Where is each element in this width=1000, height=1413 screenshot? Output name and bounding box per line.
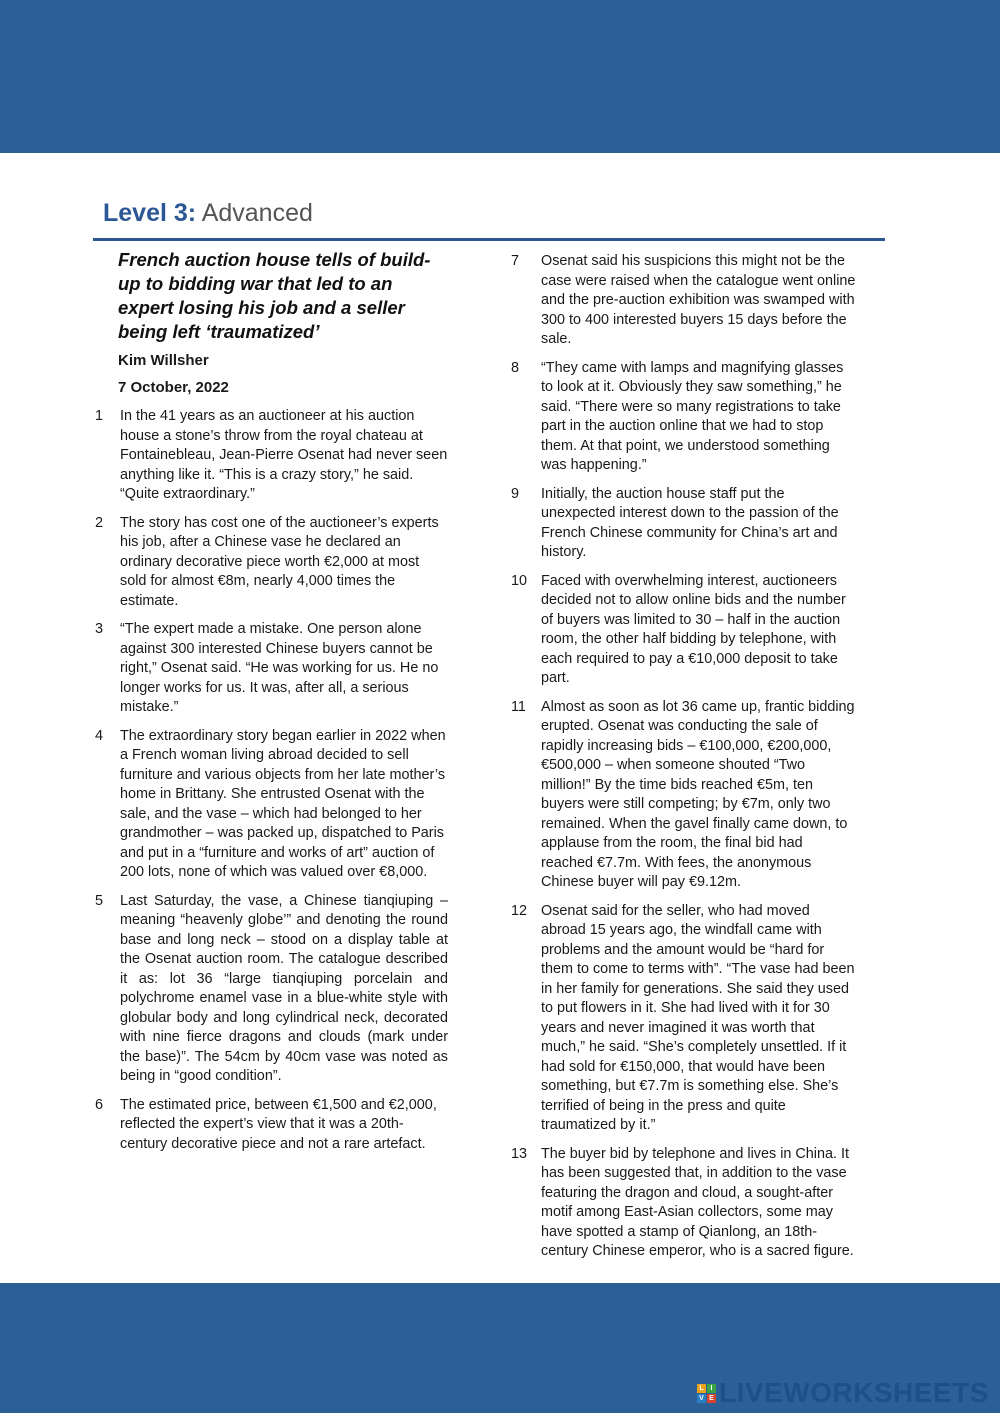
paragraph-1 [93,407,448,505]
left-column [93,248,448,1154]
paragraph-text: Faced with overwhelming interest, auctioneers decided not to allow online bids and the number of buyers was limited to 30 – half in the auction room, the other half bidding by telephone, with each required to pay a €10,000 deposit to take part. [541,572,846,686]
paragraph-text: Last Saturday, the vase, a Chinese tianqiuping – meaning “heavenly globe’” and denoting the round base and long neck – stood on a display table at the Osenat auction room. The catalogue described it as: lot 36 “large tianqiuping porcelain and polychrome enamel vase in a blue-white style with globular body and long cylindrical neck, decorated with nine fierce dragons and clouds (mark under the base)”. The 54cm by 40cm vase was noted as being in “good condition”. [120,892,448,1084]
paragraph-3 [93,620,448,718]
paragraph-13 [505,1145,857,1262]
heading-divider [93,238,885,241]
paragraph-5 [93,892,448,1087]
logo-text: LIVEWORKSHEETS [719,1377,989,1408]
paragraph-text: The extraordinary story began earlier in 2022 when a French woman living abroad decided to sell furniture and various objects from her late mother’s home in Brittany. She entrusted Osenat with the sale, and the vase – which had belonged to her grandmother – was packed up, dispatched to Paris and put in a “furniture and works of art” auction of 200 lots, none of which was valued over €8,000. [120,727,446,880]
paragraph-number: 2 [95,514,104,531]
paragraph-text: The estimated price, between €1,500 and €2,000, reflected the expert’s view that it was a 20th-century decorative piece and not a rare artefact. [120,1096,437,1152]
liveworksheets-logo [697,1378,989,1408]
paragraph-2 [93,514,448,612]
paragraph-number: 13 [511,1145,528,1162]
logo-mark-icon [697,1384,716,1403]
paragraph-text: The story has cost one of the auctioneer’s experts his job, after a Chinese vase he declared an ordinary decorative piece worth €2,000 at most sold for almost €8m, nearly 4,000 times the estimate. [120,514,439,609]
paragraph-text: “They came with lamps and magnifying glasses to look at it. Obviously they saw something,” he said. “There were so many registrations to take part in the auction online that we had to stop them. At that point, we understood something was happening.” [541,359,844,473]
logo-letter: E [707,1394,716,1403]
paragraph-11 [505,698,857,893]
paragraph-number: 3 [95,621,104,637]
level-name: Advanced [201,199,313,227]
paragraph-number: 10 [511,572,528,589]
paragraph-text: Osenat said his suspicions this might not be the case were raised when the catalogue went online and the pre-auction exhibition was swamped with 300 to 400 interested buyers 15 days before the sale. [541,253,856,347]
paragraph-4 [93,727,448,883]
level-heading [103,198,313,228]
article-author: Kim Willsher [118,352,209,369]
paragraph-7 [505,252,857,350]
paragraph-8 [505,359,857,476]
header-band [0,0,1000,153]
paragraph-text: Initially, the auction house staff put the unexpected interest down to the passion of the French Chinese community for China’s art and history. [541,485,839,560]
paragraph-text: In the 41 years as an auctioneer at his auction house a stone’s throw from the royal chateau at Fontainebleau, Jean-Pierre Osenat had never seen anything like it. “This is a crazy story,” he said. “Quite extraordinary.” [120,408,448,502]
logo-letter: V [697,1394,706,1403]
paragraph-9 [505,485,857,563]
right-column [505,252,857,1262]
paragraph-number: 6 [95,1096,104,1113]
paragraph-text: Osenat said for the seller, who had moved abroad 15 years ago, the windfall came with problems and the amount would be “hard for them to come to terms with”. “The vase had been in her family for generations. She said they used to put flowers in it. She had lived with it for 30 years and never imagined it was worth that much,” he said. “She’s completely unsettled. If it had sold for €150,000, that would have been something, but €7.7m is something else. She’s terrified of being in the press and quite traumatized by it.” [541,902,855,1133]
paragraph-number: 5 [95,892,104,909]
paragraph-text: “The expert made a mistake. One person alone against 300 interested Chinese buyers cannot be right,” Osenat said. “He was working for us. He no longer works for us. It was, after all, a serious mistake.” [120,621,439,715]
paragraph-text: Almost as soon as lot 36 came up, frantic bidding erupted. Osenat was conducting the sale of rapidly increasing bids – €100,000, €200,000, €500,000 – when someone shouted “Two million!” By the time bids reached €5m, ten buyers were still competing; by €7m, only two remained. When the gavel finally came down, to applause from the room, the final bid had reached €7.7m. With fees, the anonymous Chinese buyer will pay €9.12m. [541,698,855,890]
paragraph-text: The buyer bid by telephone and lives in China. It has been suggested that, in addition to the vase featuring the dragon and cloud, a sought-after motif among East-Asian collectors, some may have spotted a stamp of Qianlong, an 18th-century Chinese emperor, who is a sacred figure. [541,1145,854,1259]
paragraph-number: 11 [511,698,526,715]
paragraph-10 [505,572,857,689]
paragraph-number: 12 [511,902,528,919]
paragraph-6 [93,1096,448,1155]
paragraph-number: 1 [95,408,104,424]
level-label: Level 3: [103,199,197,227]
paragraph-number: 4 [95,727,104,744]
article-headline: French auction house tells of build-up to bidding war that led to an expert losing his job and a seller being left ‘traumatized’ [118,249,431,342]
paragraph-number: 9 [511,485,520,502]
logo-letter: I [707,1384,716,1393]
logo-letter: L [697,1384,706,1393]
paragraph-12 [505,902,857,1136]
article-date: 7 October, 2022 [118,379,229,396]
paragraph-number: 7 [511,253,520,269]
paragraph-number: 8 [511,359,520,376]
